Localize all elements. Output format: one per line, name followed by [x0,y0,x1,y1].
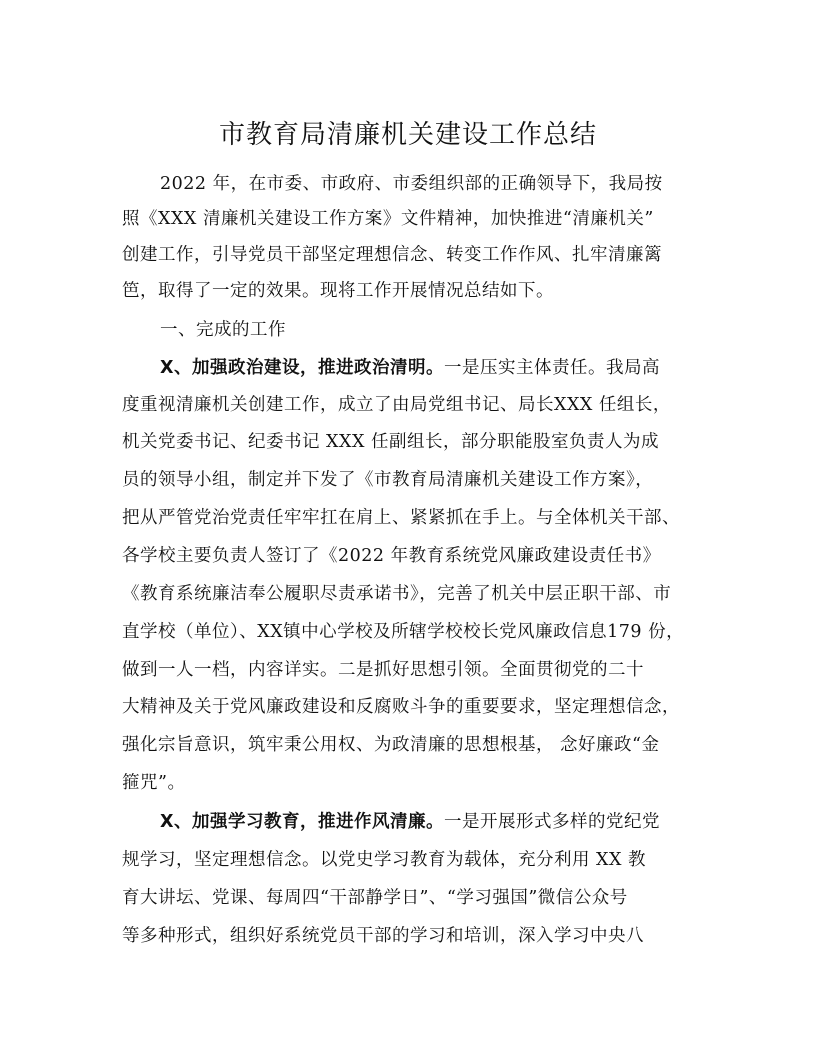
paragraph-lead-text: 一是压实主体责任。我局高 [444,358,660,378]
body-line: 大精神及关于党风廉政建设和反腐败斗争的重要要求，坚定理想信念， [122,697,680,717]
body-line: 《教育系统廉洁奉公履职尽责承诺书》，完善了机关中层正职干部、市 [122,584,672,604]
paragraph-lead-bold: X、加强政治建设，推进政治清明。 [160,358,444,378]
body-line: 度重视清廉机关创建工作，成立了由局党组书记、局长XXX 任组长， [122,395,671,415]
body-line: 把从严管党治党责任牢牢扛在肩上、紧紧抓在手上。与全体机关干部、 [122,508,680,528]
body-line: 育大讲坛、党课、每周四“干部静学日”、“学习强国”微信公众号 [122,888,628,908]
intro-line: 笆，取得了一定的效果。现将工作开展情况总结如下。 [122,281,554,301]
body-line: 直学校（单位）、XX镇中心学校及所辖学校校长党风廉政信息179 份， [122,622,685,642]
paragraph-lead-line [160,809,702,835]
body-line: 强化宗旨意识，筑牢秉公用权、为政清廉的思想根基， 念好廉政“金 [122,735,660,755]
section-heading: 一、完成的工作 [160,320,286,340]
body-line: 等多种形式，组织好系统党员干部的学习和培训，深入学习中央八 [122,926,644,946]
paragraph-lead-line [160,355,702,381]
body-line: 规学习，坚定理想信念。以党史学习教育为载体，充分利用 XX 教 [122,850,647,870]
body-line: 各学校主要负责人签订了《2022 年教育系统党风廉政建设责任书》 [122,546,661,566]
body-line: 箍咒”。 [122,773,186,793]
intro-line: 2022 年，在市委、市政府、市委组织部的正确领导下，我局按 [160,174,663,194]
body-line: 员的领导小组，制定并下发了《市教育局清廉机关建设工作方案》， [122,470,654,490]
paragraph-lead-bold: X、加强学习教育，推进作风清廉。 [160,812,444,832]
body-line: 做到一人一档，内容详实。二是抓好思想引领。全面贯彻党的二十 [122,660,644,680]
body-line: 机关党委书记、纪委书记 XXX 任副组长，部分职能股室负责人为成 [122,432,659,452]
intro-line: 照《XXX 清廉机关建设工作方案》文件精神，加快推进“清廉机关” [122,209,654,229]
document-title: 市教育局清廉机关建设工作总结 [218,120,597,151]
intro-line: 创建工作，引导党员干部坚定理想信念、转变工作作风、扎牢清廉篱 [122,245,662,265]
paragraph-lead-text: 一是开展形式多样的党纪党 [444,812,660,832]
